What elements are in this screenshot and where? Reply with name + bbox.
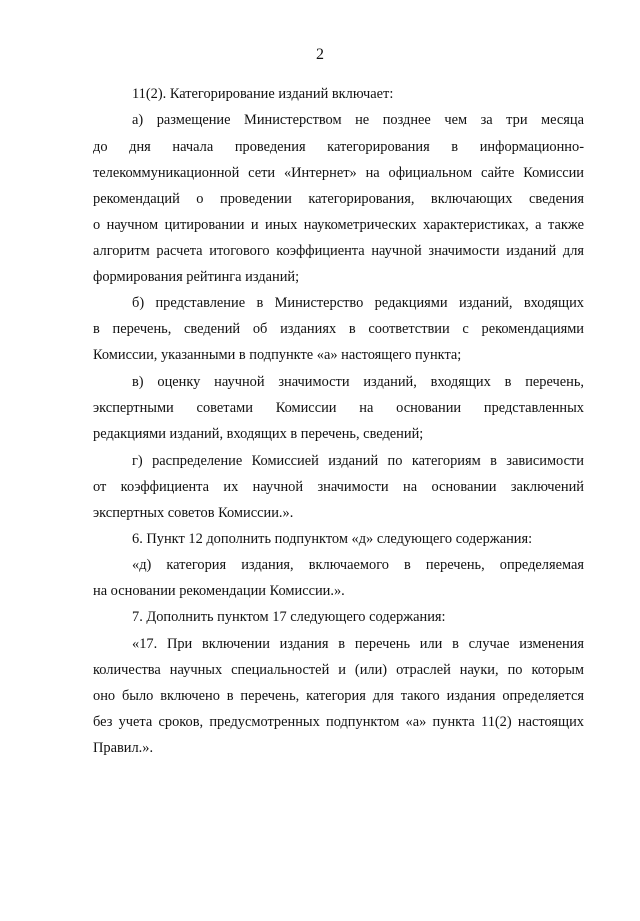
text-line: без учета сроков, предусмотренных подпунктом «а» пункта 11(2) настоящих	[93, 714, 584, 730]
text-line: «д) категория издания, включаемого в перечень, определяемая	[132, 557, 584, 573]
page-number: 2	[316, 46, 324, 63]
text-line: до дня начала проведения категорирования в информационно-	[93, 139, 584, 155]
text-line: в перечень, сведений об изданиях в соответствии с рекомендациями	[93, 321, 584, 337]
text-line: 6. Пункт 12 дополнить подпунктом «д» следующего содержания:	[132, 531, 533, 547]
text-line: количества научных специальностей и (или) отраслей науки, по которым	[93, 662, 584, 678]
text-line: в) оценку научной значимости изданий, входящих в перечень,	[132, 374, 584, 390]
text-line: оно было включено в перечень, категория для такого издания определяется	[93, 688, 584, 704]
text-line: формирования рейтинга изданий;	[93, 269, 300, 285]
text-line: редакциями изданий, входящих в перечень, сведений;	[93, 426, 424, 442]
text-line: «17. При включении издания в перечень или в случае изменения	[132, 636, 584, 652]
text-line: а) размещение Министерством не позднее чем за три месяца	[132, 112, 584, 128]
text-line: экспертными советами Комиссии на основании представленных	[93, 400, 584, 416]
text-line: рекомендаций о проведении категорирования, включающих сведения	[93, 191, 584, 207]
text-line: экспертных советов Комиссии.».	[93, 505, 294, 521]
text-line: 7. Дополнить пунктом 17 следующего содержания:	[132, 609, 446, 625]
text-line: от коэффициента их научной значимости на основании заключений	[93, 479, 584, 495]
text-line: алгоритм расчета итогового коэффициента научной значимости изданий для	[93, 243, 584, 259]
text-line: Правил.».	[93, 740, 154, 756]
text-line: Комиссии, указанными в подпункте «а» настоящего пункта;	[93, 347, 462, 363]
text-line: на основании рекомендации Комиссии.».	[93, 583, 345, 599]
text-line: о научном цитировании и иных наукометрических характеристиках, а также	[93, 217, 584, 233]
text-line: г) распределение Комиссией изданий по категориям в зависимости	[132, 453, 584, 469]
text-line: телекоммуникационной сети «Интернет» на официальном сайте Комиссии	[93, 165, 584, 181]
text-line: б) представление в Министерство редакциями изданий, входящих	[132, 295, 584, 311]
text-line: 11(2). Категорирование изданий включает:	[132, 86, 394, 102]
